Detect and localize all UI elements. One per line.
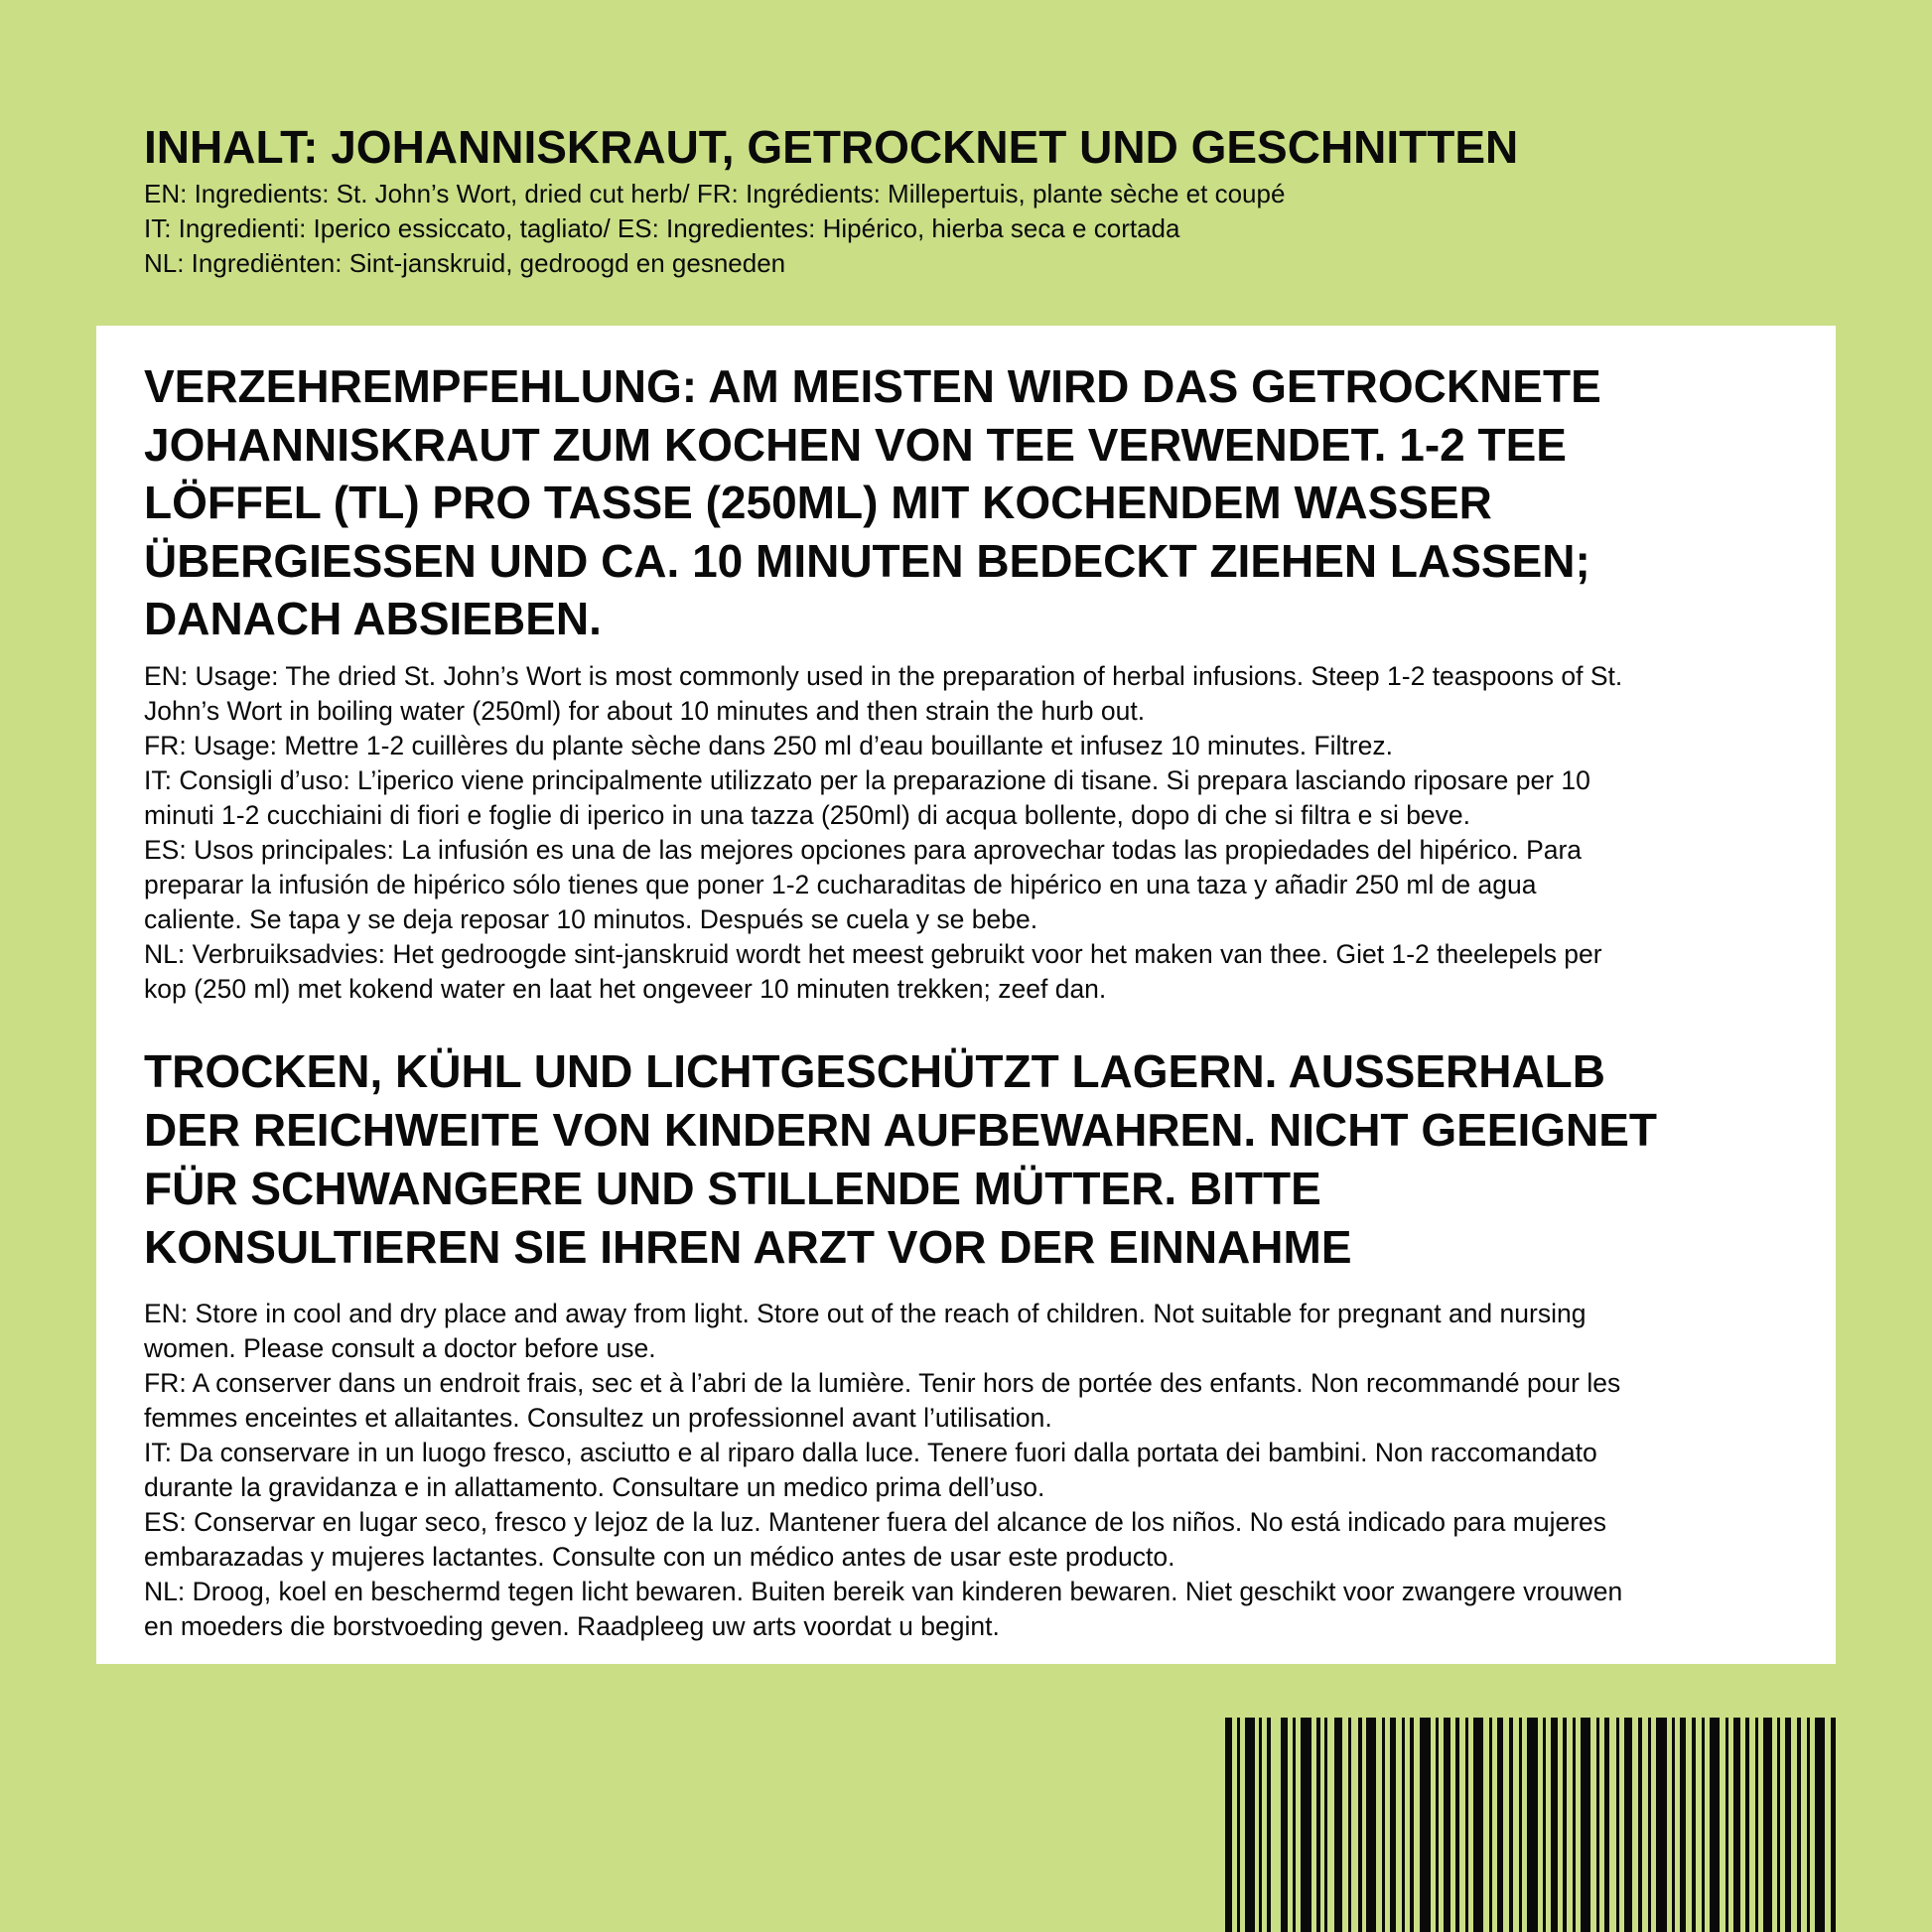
storage-text-line: NL: Droog, koel en beschermd tegen licht bewaren. Buiten bereik van kinderen bewaren. Niet geschikt voor zwangere vrouwen bbox=[144, 1577, 1623, 1606]
usage-text-line: IT: Consigli d’uso: L’iperico viene principalmente utilizzato per la preparazione di tisane. Si prepara lasciando riposare per 10 bbox=[144, 764, 1590, 795]
usage-text-line: minuti 1-2 cucchiaini di fiori e foglie di iperico in una tazza (250ml) di acqua bollente, dopo di che si filtra e si beve. bbox=[144, 799, 1471, 830]
storage-text-line: EN: Store in cool and dry place and away from light. Store out of the reach of children. Not suitable for pregnant and nursing bbox=[144, 1299, 1587, 1328]
storage-heading-line: FÜR SCHWANGERE UND STILLENDE MÜTTER. BITTE bbox=[144, 1163, 1321, 1214]
storage-translations bbox=[144, 1297, 1812, 1644]
usage-text-line: NL: Verbruiksadvies: Het gedroogde sint-janskruid wordt het meest gebruikt voor het maken van thee. Giet 1-2 theelepels per bbox=[144, 938, 1602, 969]
storage-text-line: femmes enceintes et allaitantes. Consultez un professionnel avant l’utilisation. bbox=[144, 1403, 1052, 1433]
ingredients-line-nl: NL: Ingrediënten: Sint-janskruid, gedroogd en gesneden bbox=[144, 248, 786, 278]
usage-text-line: EN: Usage: The dried St. John’s Wort is most commonly used in the preparation of herbal infusions. Steep 1-2 teaspoons of St. bbox=[144, 660, 1623, 691]
ingredients-block bbox=[144, 117, 1832, 281]
storage-section bbox=[144, 1042, 1812, 1644]
storage-text-line: women. Please consult a doctor before use. bbox=[144, 1333, 656, 1363]
usage-heading bbox=[144, 357, 1812, 648]
storage-heading bbox=[144, 1042, 1812, 1277]
storage-text-line: ES: Conservar en lugar seco, fresco y lejoz de la luz. Mantener fuera del alcance de los niños. No está indicado para mujeres bbox=[144, 1507, 1607, 1537]
usage-section bbox=[144, 357, 1812, 1007]
storage-text-line: FR: A conserver dans un endroit frais, sec et à l’abri de la lumière. Tenir hors de portée des enfants. Non recommandé pour les bbox=[144, 1368, 1621, 1398]
usage-heading-line: ÜBERGIESSEN UND CA. 10 MINUTEN BEDECKT ZIEHEN LASSEN; bbox=[144, 534, 1590, 587]
storage-text-line: IT: Da conservare in un luogo fresco, asciutto e al riparo dalla luce. Tenere fuori dalla portata dei bambini. Non raccomandato bbox=[144, 1438, 1597, 1467]
usage-translations bbox=[144, 659, 1812, 1007]
storage-heading-line: KONSULTIEREN SIE IHREN ARZT VOR DER EINNAHME bbox=[144, 1221, 1352, 1273]
instructions-panel bbox=[96, 326, 1836, 1664]
ingredients-line-en-fr: EN: Ingredients: St. John’s Wort, dried cut herb/ FR: Ingrédients: Millepertuis, plante sèche et coupé bbox=[144, 179, 1286, 208]
usage-text-line: FR: Usage: Mettre 1-2 cuillères du plante sèche dans 250 ml d’eau bouillante et infusez 10 minutes. Filtrez. bbox=[144, 730, 1393, 760]
ingredients-title: INHALT: JOHANNISKRAUT, GETROCKNET UND GESCHNITTEN bbox=[144, 121, 1519, 173]
usage-text-line: caliente. Se tapa y se deja reposar 10 minutos. Después se cuela y se bebe. bbox=[144, 903, 1038, 934]
usage-text-line: ES: Usos principales: La infusión es una de las mejores opciones para aprovechar todas las propiedades del hipérico. Para bbox=[144, 834, 1583, 865]
barcode-icon bbox=[1225, 1718, 1841, 1932]
storage-heading-line: TROCKEN, KÜHL UND LICHTGESCHÜTZT LAGERN. AUSSERHALB bbox=[144, 1045, 1605, 1097]
usage-heading-line: DANACH ABSIEBEN. bbox=[144, 593, 602, 644]
usage-heading-line: VERZEHREMPFEHLUNG: AM MEISTEN WIRD DAS GETROCKNETE bbox=[144, 360, 1601, 412]
storage-heading-line: DER REICHWEITE VON KINDERN AUFBEWAHREN. NICHT GEEIGNET bbox=[144, 1104, 1658, 1156]
usage-heading-line: JOHANNISKRAUT ZUM KOCHEN VON TEE VERWENDET. 1-2 TEE bbox=[144, 418, 1567, 471]
usage-text-line: John’s Wort in boiling water (250ml) for about 10 minutes and then strain the hurb out. bbox=[144, 695, 1146, 726]
storage-text-line: durante la gravidanza e in allattamento. Consultare un medico prima dell’uso. bbox=[144, 1472, 1045, 1502]
ingredients-line-it-es: IT: Ingredienti: Iperico essiccato, tagliato/ ES: Ingredientes: Hipérico, hierba seca e cortada bbox=[144, 213, 1180, 243]
usage-text-line: preparar la infusión de hipérico sólo tienes que poner 1-2 cucharaditas de hipérico en una taza y añadir 250 ml de agua bbox=[144, 869, 1537, 899]
usage-text-line: kop (250 ml) met kokend water en laat het ongeveer 10 minuten trekken; zeef dan. bbox=[144, 973, 1107, 1004]
storage-text-line: embarazadas y mujeres lactantes. Consulte con un médico antes de usar este producto. bbox=[144, 1542, 1175, 1572]
usage-heading-line: LÖFFEL (TL) PRO TASSE (250ML) MIT KOCHENDEM WASSER bbox=[144, 477, 1492, 528]
storage-text-line: en moeders die borstvoeding geven. Raadpleeg uw arts voordat u begint. bbox=[144, 1611, 1000, 1641]
